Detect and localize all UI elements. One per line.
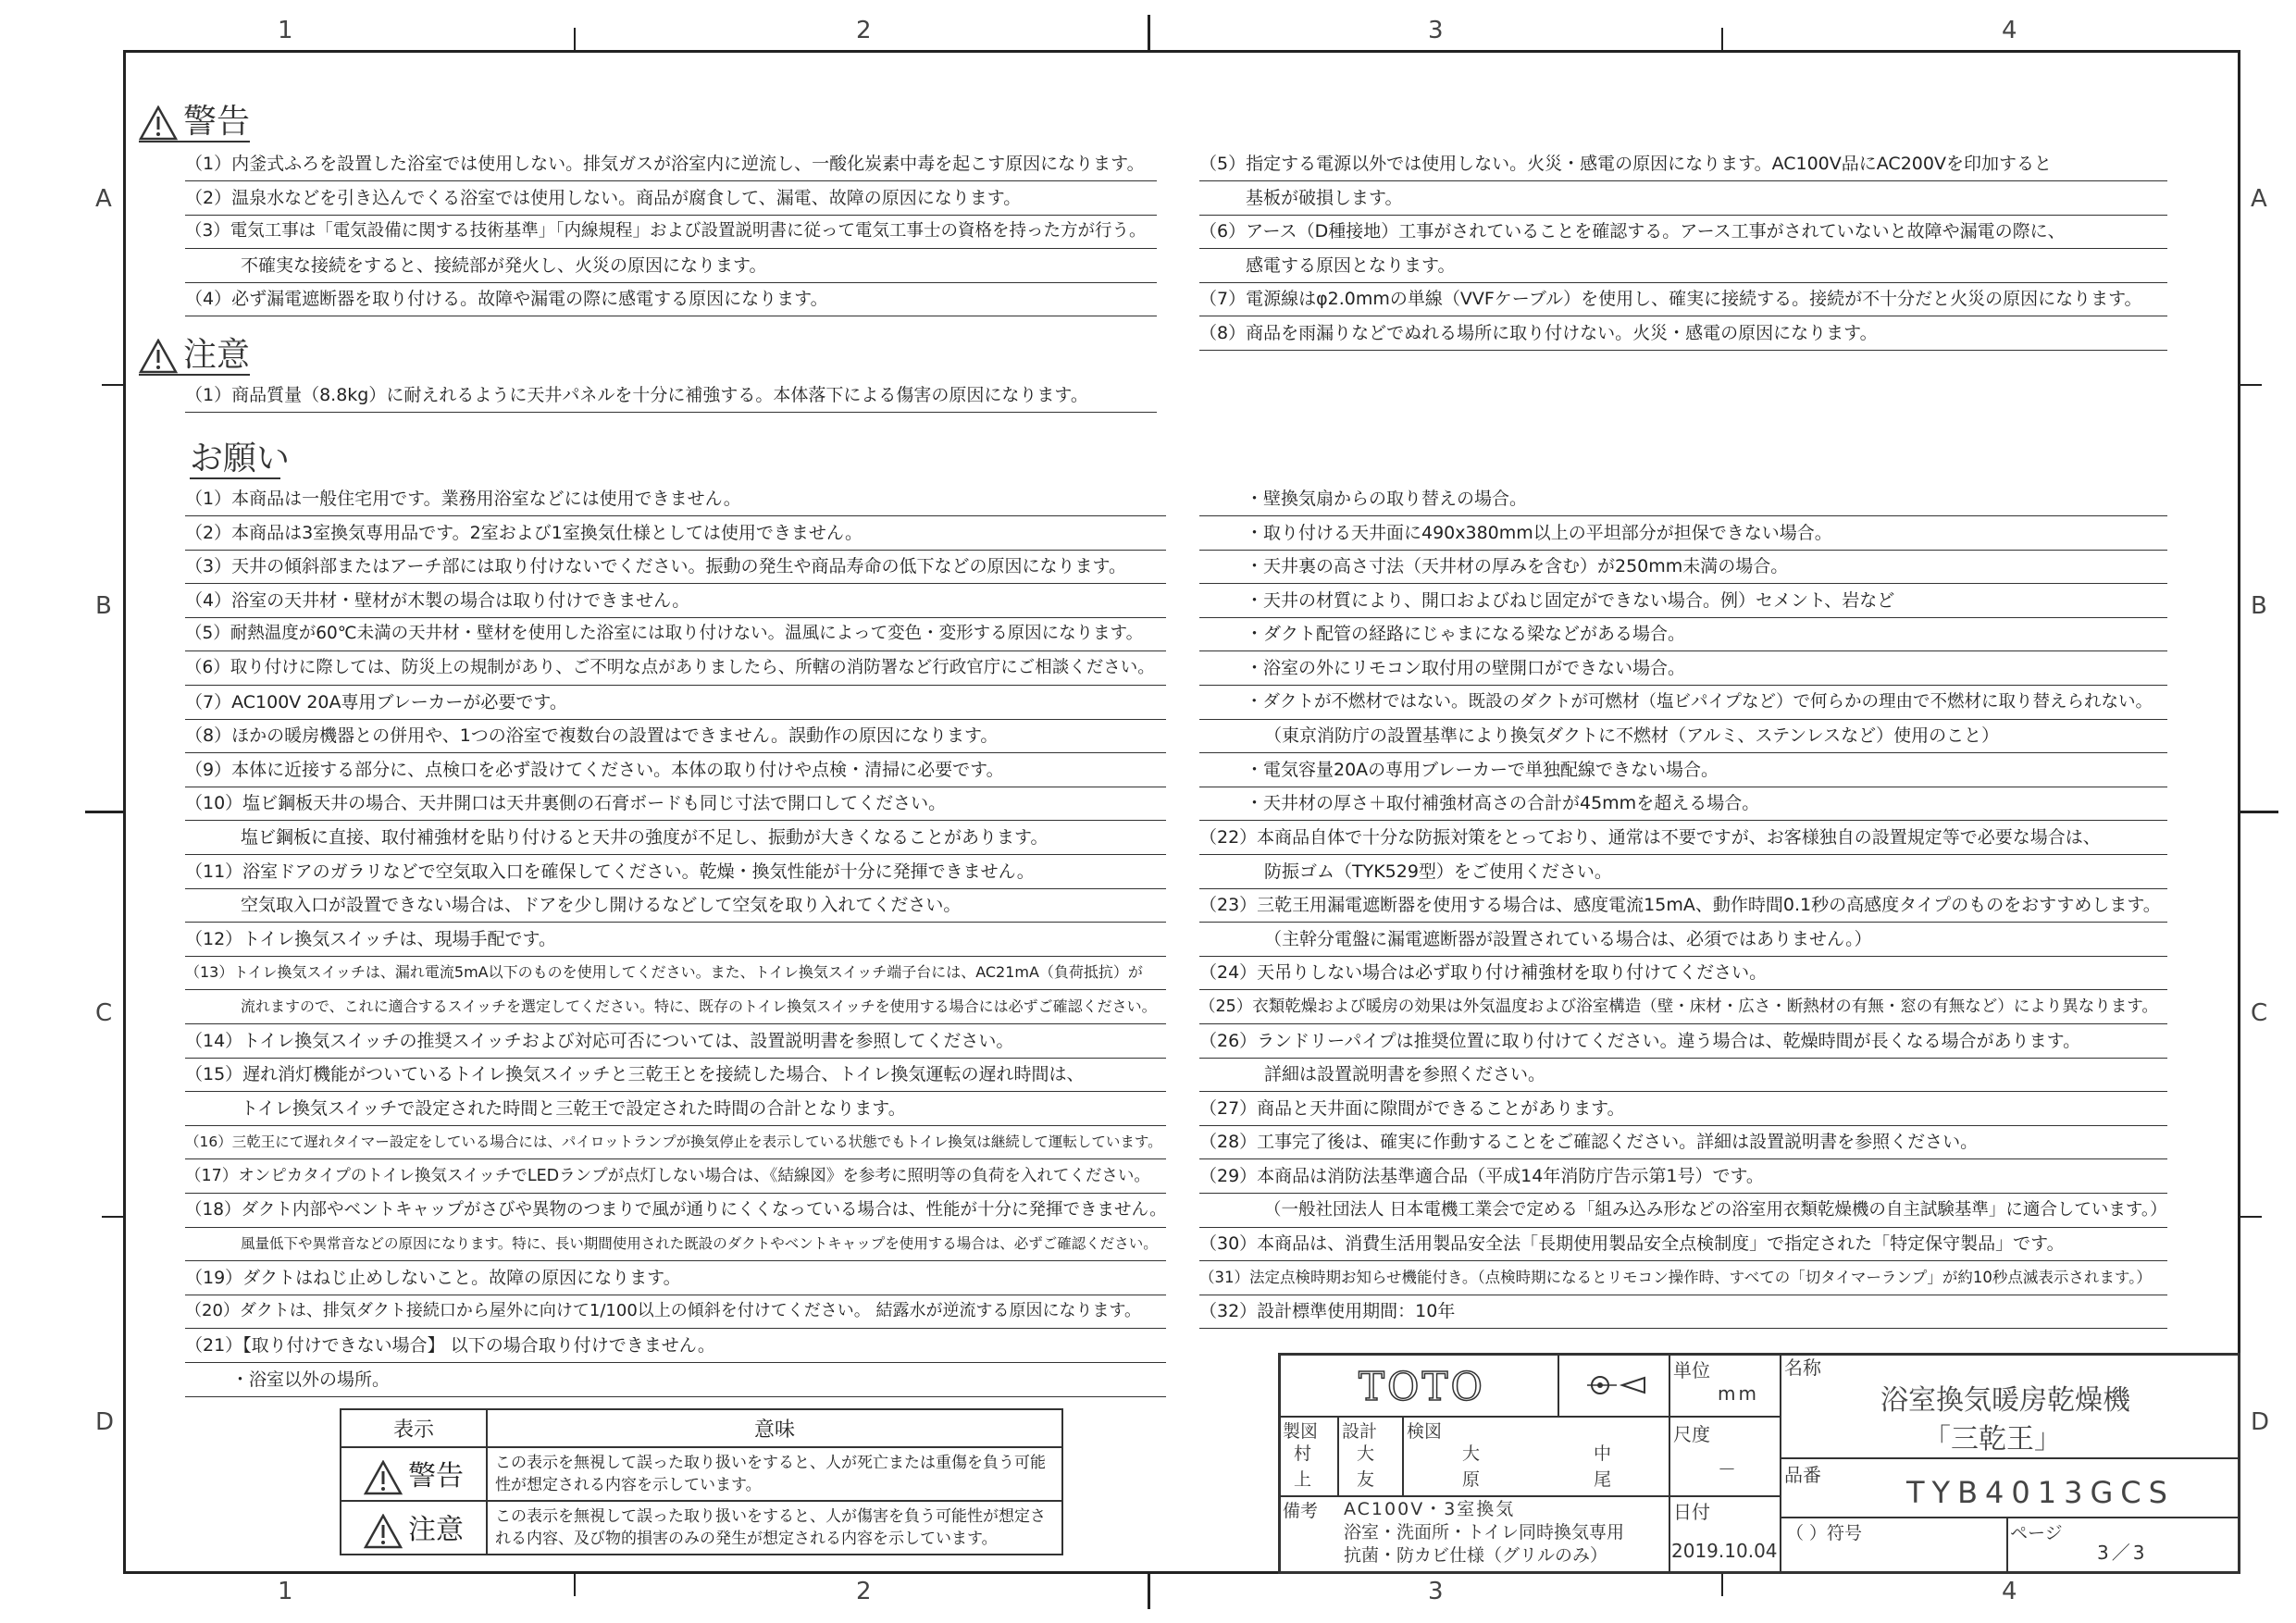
zone-left-a: A (95, 185, 112, 213)
page-value: 3／3 (2097, 1542, 2148, 1564)
note-line: ・天井材の厚さ＋取付補強材高さの合計が45mmを超える場合。 (1199, 793, 2167, 821)
warning-triangle-icon (139, 105, 178, 141)
symbol-label: （ ）符号 (1786, 1523, 1863, 1543)
warning-title: 警告 (183, 103, 251, 141)
unit-value: mm (1718, 1382, 1759, 1405)
note-line: （29）本商品は消防法基準適合品（平成14年消防庁告示第1号）です。 (1199, 1166, 2167, 1194)
tick (102, 1216, 123, 1218)
signer-3b: 原 (1462, 1469, 1481, 1490)
warning-heading (139, 104, 250, 142)
zone-left-b: B (95, 592, 112, 620)
note-line: ・浴室の外にリモコン取付用の壁開口ができない場合。 (1199, 658, 2167, 686)
request-title: お願い (190, 440, 291, 477)
zone-bottom-2: 2 (856, 1578, 872, 1605)
product-no: TYB4013GCS (1906, 1475, 2175, 1510)
note-line: （7）AC100V 20A専用ブレーカーが必要です。 (185, 692, 1166, 720)
request-heading (190, 440, 291, 479)
note-line: 空気取入口が設置できない場合は、ドアを少し開けるなどして空気を取り入れてください。 (185, 895, 1166, 923)
product-no-label: 品番 (1784, 1464, 1821, 1486)
note-line: （東京消防庁の設置基準により換気ダクトに不燃材（アルミ、ステンレスなど）使用のこと） (1199, 725, 2167, 753)
name-label: 名称 (1784, 1357, 1821, 1379)
zone-top-2: 2 (856, 17, 872, 44)
note-line: （21）【取り付けできない場合】 以下の場合取り付けできません。 (185, 1335, 1166, 1363)
tick (574, 28, 576, 50)
product-name-line1: 浴室換気暖房乾燥機 (1880, 1384, 2130, 1417)
signer-2a: 大 (1357, 1443, 1375, 1464)
legend-caution-label: 注意 (408, 1514, 464, 1547)
zone-top-4: 4 (2002, 17, 2017, 44)
note-line: （3）電気工事は「電気設備に関する技術基準」「内線規程」および設置説明書に従って電気工事士の資格を持った方が行う。 (185, 221, 1157, 249)
signer-4a: 中 (1594, 1443, 1612, 1464)
unit-label: 単位 (1673, 1359, 1710, 1381)
note-line: （2）温泉水などを引き込んでくる浴室では使用しない。商品が腐食して、漏電、故障の原因になります。 (185, 188, 1157, 216)
tick (102, 384, 123, 386)
sign-col-check: 検図 (1407, 1421, 1443, 1442)
note-line: ・取り付ける天井面に490x380mm以上の平坦部分が担保できない場合。 (1199, 523, 2167, 551)
note-line: （4）必ず漏電遮断器を取り付ける。故障や漏電の際に感電する原因になります。 (185, 289, 1157, 316)
note-line: （28）工事完了後は、確実に作動することをご確認ください。詳細は設置説明書を参照ください。 (1199, 1132, 2167, 1159)
note-line: （24）天吊りしない場合は必ず取り付け補強材を取り付けてください。 (1199, 962, 2167, 990)
legend-head-label: 表示 (341, 1409, 487, 1447)
remarks-line2: 浴室・洗面所・トイレ同時換気専用 (1344, 1522, 1625, 1542)
toto-logo: TOTO (1359, 1364, 1485, 1409)
note-line: （20）ダクトは、排気ダクト接続口から屋外に向けて1/100以上の傾斜を付けてください。 結露水が逆流する原因になります。 (185, 1301, 1166, 1329)
legend-table (340, 1408, 1063, 1555)
note-line: （5）耐熱温度が60℃未満の天井材・壁材を使用した浴室には取り付けない。温風によって変色・変形する原因になります。 (185, 624, 1166, 651)
signer-4b: 尾 (1594, 1469, 1612, 1490)
note-line: （一般社団法人 日本電機工業会で定める「組み込み形などの浴室用衣類乾燥機の自主試験基準」に適合しています。） (1199, 1200, 2167, 1228)
note-line: （1）内釜式ふろを設置した浴室では使用しない。排気ガスが浴室内に逆流し、一酸化炭素中毒を起こす原因になります。 (185, 154, 1157, 181)
note-line: ・浴室以外の場所。 (185, 1369, 1166, 1397)
date-label: 日付 (1673, 1501, 1710, 1523)
note-line: 不確実な接続をすると、接続部が発火し、火災の原因になります。 (185, 255, 1157, 283)
note-line: （13）トイレ換気スイッチは、漏れ電流5mA以下のものを使用してください。また、トイレ換気スイッチ端子台には、AC21mA（負荷抵抗）が (185, 962, 1166, 990)
note-line: （30）本商品は、消費生活用製品安全法「長期使用製品安全点検制度」で指定された「特定保守製品」です。 (1199, 1233, 2167, 1261)
zone-right-d: D (2251, 1408, 2270, 1436)
note-line: （22）本商品自体で十分な防振対策をとっており、通常は不要ですが、お客様独自の設置規定等で必要な場合は、 (1199, 827, 2167, 855)
caution-triangle-icon (139, 339, 178, 374)
note-line: （7）電源線はφ2.0mmの単線（VVFケーブル）を使用し、確実に接続する。接続が不十分だと火災の原因になります。 (1199, 289, 2167, 316)
signer-1a: 村 (1294, 1443, 1312, 1464)
product-name-line2: 「三乾王」 (1923, 1423, 2062, 1456)
tick (574, 1574, 576, 1596)
note-line: （11）浴室ドアのガラリなどで空気取入口を確保してください。乾燥・換気性能が十分に発揮できません。 (185, 861, 1166, 889)
note-line: （32）設計標準使用期間：10年 (1199, 1301, 2167, 1329)
note-line: （4）浴室の天井材・壁材が木製の場合は取り付けできません。 (185, 590, 1166, 618)
note-line: ・電気容量20Aの専用ブレーカーで単独配線できない場合。 (1199, 760, 2167, 787)
legend-warning-label: 警告 (408, 1460, 464, 1493)
signer-1b: 上 (1294, 1469, 1312, 1490)
remarks-line3: 抗菌・防カビ仕様（グリルのみ） (1344, 1545, 1608, 1566)
note-line: ・壁換気扇からの取り替えの場合。 (1199, 489, 2167, 516)
page-label: ページ (2010, 1523, 2063, 1543)
caution-heading (139, 337, 250, 376)
note-line: ・ダクトが不燃材ではない。既設のダクトが可燃材（塩ビパイプなど）で何らかの理由で不燃材に取り替えられない。 (1199, 692, 2167, 720)
note-line: （2）本商品は3室換気専用品です。2室および1室換気仕様としては使用できません。 (185, 523, 1166, 551)
date-value: 2019.10.04 (1671, 1540, 1778, 1562)
note-line: 風量低下や異常音などの原因になります。特に、長い期間使用された既設のダクトやベントキャップを使用する場合は、必ずご確認ください。 (185, 1233, 1166, 1261)
note-line: （6）アース（D種接地）工事がされていることを確認する。アース工事がされていないと故障や漏電の際に、 (1199, 221, 2167, 249)
note-line: （主幹分電盤に漏電遮断器が設置されている場合は、必須ではありません。） (1199, 929, 2167, 957)
note-line: （31）法定点検時期お知らせ機能付き。（点検時期になるとリモコン操作時、すべての「切タイマーランプ」が約10秒点滅表示されます。） (1199, 1268, 2167, 1295)
tick (85, 811, 123, 813)
note-line: （3）天井の傾斜部またはアーチ部には取り付けないでください。振動の発生や商品寿命の低下などの原因になります。 (185, 556, 1166, 584)
note-line: （10）塩ビ鋼板天井の場合、天井開口は天井裏側の石膏ボードも同じ寸法で開口してください。 (185, 793, 1166, 821)
sign-col-drafting: 製図 (1283, 1421, 1319, 1442)
signer-2b: 友 (1357, 1469, 1375, 1490)
zone-top-3: 3 (1428, 17, 1444, 44)
scale-value: － (1718, 1458, 1736, 1481)
tick (1721, 28, 1723, 50)
note-line: （25）衣類乾燥および暖房の効果は外気温度および浴室構造（壁・床材・広さ・断熱材の有無・窓の有無など）により異なります。 (1199, 997, 2167, 1024)
note-line: （1）商品質量（8.8kg）に耐えれるように天井パネルを十分に補強する。本体落下による傷害の原因になります。 (185, 385, 1157, 413)
note-line: （8）ほかの暖房機器との併用や、1つの浴室で複数台の設置はできません。誤動作の原因になります。 (185, 725, 1166, 753)
note-line: （18）ダクト内部やベントキャップがさびや異物のつまりで風が通りにくくなっている場合は、性能が十分に発揮できません。 (185, 1200, 1166, 1228)
legend-warning-text: この表示を無視して誤った取り扱いをすると、人が死亡または重傷を負う可能性が想定される内容を示しています。 (487, 1447, 1062, 1501)
zone-top-1: 1 (278, 17, 293, 44)
legend-warning-label-cell (341, 1447, 487, 1501)
signer-3a: 大 (1462, 1443, 1481, 1464)
caution-title: 注意 (183, 336, 251, 374)
note-line: （27）商品と天井面に隙間ができることがあります。 (1199, 1098, 2167, 1126)
note-line: （19）ダクトはねじ止めしないこと。故障の原因になります。 (185, 1268, 1166, 1295)
scale-label: 尺度 (1673, 1423, 1710, 1445)
note-line: 防振ゴム（TYK529型）をご使用ください。 (1199, 861, 2167, 889)
note-line: （16）三乾王にて遅れタイマー設定をしている場合には、パイロットランプが換気停止を表示している状態でもトイレ換気は継続して運転しています。 (185, 1132, 1166, 1159)
note-line: 基板が破損します。 (1199, 188, 2167, 216)
note-line: 感電する原因となります。 (1199, 255, 2167, 283)
note-line: （17）オンピカタイプのトイレ換気スイッチでLEDランプが点灯しない場合は、《結線図》を参考に照明等の負荷を入れてください。 (185, 1166, 1166, 1194)
zone-right-c: C (2251, 999, 2268, 1027)
zone-right-b: B (2251, 592, 2267, 620)
legend-head-meaning: 意味 (487, 1409, 1062, 1447)
legend-caution-label-cell (341, 1501, 487, 1555)
legend-caution-text: この表示を無視して誤った取り扱いをすると、人が傷害を負う可能性が想定される内容、及び物的損害のみの発生が想定される内容を示しています。 (487, 1501, 1062, 1555)
sign-col-design: 設計 (1342, 1421, 1378, 1442)
tick (2240, 1216, 2262, 1218)
tick (1721, 1574, 1723, 1596)
tick (1148, 15, 1150, 50)
zone-bottom-4: 4 (2002, 1578, 2017, 1605)
note-line: トイレ換気スイッチで設定された時間と三乾王で設定された時間の合計となります。 (185, 1098, 1166, 1126)
projection-symbol-icon (1585, 1373, 1648, 1397)
zone-bottom-3: 3 (1428, 1578, 1444, 1605)
tick (2240, 811, 2278, 813)
note-line: （6）取り付けに際しては、防災上の規制があり、ご不明な点がありましたら、所轄の消防署など行政官庁にご相談ください。 (185, 658, 1166, 686)
zone-left-d: D (95, 1408, 115, 1436)
note-line: （9）本体に近接する部分に、点検口を必ず設けてください。本体の取り付けや点検・清掃に必要です。 (185, 760, 1166, 787)
note-line: （5）指定する電源以外では使用しない。火災・感電の原因になります。AC100V品にAC200Vを印加すると (1199, 154, 2167, 181)
tick (1148, 1574, 1150, 1609)
remarks-label: 備考 (1283, 1501, 1319, 1521)
warning-triangle-icon (364, 1460, 403, 1495)
note-line: （23）三乾王用漏電遮断器を使用する場合は、感度電流15mA、動作時間0.1秒の高感度タイプのものをおすすめします。 (1199, 895, 2167, 923)
note-line: ・天井の材質により、開口およびねじ固定ができない場合。例）セメント、岩など (1199, 590, 2167, 618)
note-line: 詳細は設置説明書を参照ください。 (1199, 1064, 2167, 1092)
note-line: （14）トイレ換気スイッチの推奨スイッチおよび対応可否については、設置説明書を参照してください。 (185, 1031, 1166, 1059)
zone-bottom-1: 1 (278, 1578, 293, 1605)
zone-left-c: C (95, 999, 113, 1027)
remarks-line1: AC100V・3室換気 (1344, 1499, 1516, 1519)
note-line: （26）ランドリーパイプは推奨位置に取り付けてください。違う場合は、乾燥時間が長くなる場合があります。 (1199, 1031, 2167, 1059)
note-line: （15）遅れ消灯機能がついているトイレ換気スイッチと三乾王とを接続した場合、トイレ換気運転の遅れ時間は、 (185, 1064, 1166, 1092)
note-line: ・天井裏の高さ寸法（天井材の厚みを含む）が250mm未満の場合。 (1199, 556, 2167, 584)
note-line: （8）商品を雨漏りなどでぬれる場所に取り付けない。火災・感電の原因になります。 (1199, 323, 2167, 351)
note-line: ・ダクト配管の経路にじゃまになる梁などがある場合。 (1199, 624, 2167, 651)
tick (2240, 384, 2262, 386)
note-line: （1）本商品は一般住宅用です。業務用浴室などには使用できません。 (185, 489, 1166, 516)
note-line: （12）トイレ換気スイッチは、現場手配です。 (185, 929, 1166, 957)
note-line: 塩ビ鋼板に直接、取付補強材を貼り付けると天井の強度が不足し、振動が大きくなることがあります。 (185, 827, 1166, 855)
note-line: 流れますので、これに適合するスイッチを選定してください。特に、既存のトイレ換気スイッチを使用する場合には必ずご確認ください。 (185, 997, 1166, 1024)
caution-triangle-icon (364, 1514, 403, 1549)
zone-right-a: A (2251, 185, 2267, 213)
